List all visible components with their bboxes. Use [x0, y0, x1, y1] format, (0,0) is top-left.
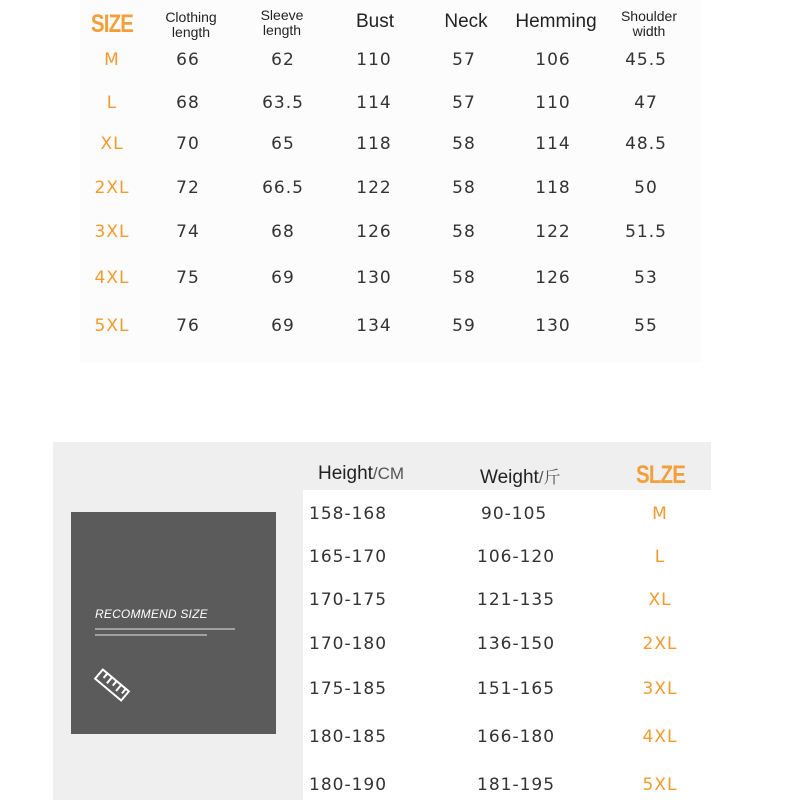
cell-recommended-size: M [652, 504, 668, 524]
height-unit: /CM [372, 464, 405, 483]
cell-sleeve-length: 62 [271, 50, 295, 70]
cell-weight-range: 106-120 [477, 547, 556, 567]
cell-hemming: 110 [535, 93, 571, 113]
cell-neck: 59 [452, 316, 476, 336]
decorative-text-line [95, 634, 207, 636]
header-line: Shoulder [620, 8, 678, 24]
cell-neck: 58 [452, 178, 476, 198]
header-hemming: Hemming [515, 11, 597, 32]
cell-sleeve-length: 66.5 [262, 178, 304, 198]
cell-recommended-size: XL [648, 590, 672, 610]
cell-recommended-size: 3XL [642, 679, 678, 699]
cell-clothing-length: 74 [176, 222, 200, 242]
cell-hemming: 130 [535, 316, 571, 336]
cell-size: 4XL [94, 268, 130, 288]
cell-shoulder-width: 48.5 [625, 134, 667, 154]
cell-recommended-size: 5XL [642, 775, 678, 795]
cell-height-range: 165-170 [309, 547, 388, 567]
cell-height-range: 175-185 [309, 679, 388, 699]
header-shoulder-width [594, 9, 704, 39]
cell-size: XL [100, 134, 124, 154]
cell-shoulder-width: 45.5 [625, 50, 667, 70]
cell-shoulder-width: 47 [634, 93, 658, 113]
cell-height-range: 170-180 [309, 634, 388, 654]
cell-shoulder-width: 50 [634, 178, 658, 198]
cell-sleeve-length: 68 [271, 222, 295, 242]
cell-shoulder-width: 55 [634, 316, 658, 336]
cell-sleeve-length: 69 [271, 316, 295, 336]
cell-neck: 57 [452, 93, 476, 113]
ruler-icon [92, 668, 132, 702]
recommend-size-title: RECOMMEND SIZE [95, 607, 208, 621]
cell-size: 5XL [94, 316, 130, 336]
header-bust: Bust [355, 11, 395, 32]
cell-neck: 58 [452, 134, 476, 154]
cell-bust: 122 [356, 178, 392, 198]
cell-sleeve-length: 63.5 [262, 93, 304, 113]
cell-hemming: 122 [535, 222, 571, 242]
cell-bust: 126 [356, 222, 392, 242]
cell-size: M [104, 50, 120, 70]
cell-hemming: 114 [535, 134, 571, 154]
cell-clothing-length: 68 [176, 93, 200, 113]
cell-height-range: 170-175 [309, 590, 388, 610]
cell-neck: 58 [452, 268, 476, 288]
cell-hemming: 126 [535, 268, 571, 288]
cell-bust: 134 [356, 316, 392, 336]
header-height [318, 463, 404, 485]
cell-weight-range: 136-150 [477, 634, 556, 654]
cell-bust: 114 [356, 93, 392, 113]
header-line: Sleeve [260, 7, 304, 23]
cell-bust: 118 [356, 134, 392, 154]
cell-recommended-size: 2XL [642, 634, 678, 654]
weight-unit: /斤 [538, 468, 561, 487]
cell-size: 2XL [94, 178, 130, 198]
cell-bust: 110 [356, 50, 392, 70]
cell-weight-range: 90-105 [481, 504, 548, 524]
cell-sleeve-length: 65 [271, 134, 295, 154]
header-weight [480, 463, 561, 489]
cell-shoulder-width: 53 [634, 268, 658, 288]
cell-clothing-length: 75 [176, 268, 200, 288]
cell-neck: 57 [452, 50, 476, 70]
cell-weight-range: 121-135 [477, 590, 556, 610]
cell-hemming: 118 [535, 178, 571, 198]
cell-neck: 58 [452, 222, 476, 242]
header-line: Clothing [165, 9, 217, 25]
decorative-text-line [95, 628, 235, 630]
header-neck: Neck [444, 11, 488, 32]
cell-size: L [106, 93, 118, 113]
cell-clothing-length: 70 [176, 134, 200, 154]
cell-clothing-length: 66 [176, 50, 200, 70]
header-line: width [632, 23, 666, 39]
cell-height-range: 180-185 [309, 727, 388, 747]
cell-shoulder-width: 51.5 [625, 222, 667, 242]
cell-weight-range: 181-195 [477, 775, 556, 795]
cell-height-range: 158-168 [309, 504, 388, 524]
cell-height-range: 180-190 [309, 775, 388, 795]
cell-recommended-size: L [654, 547, 666, 567]
cell-size: 3XL [94, 222, 130, 242]
cell-clothing-length: 76 [176, 316, 200, 336]
header-line: length [262, 22, 302, 38]
header-line: length [171, 24, 211, 40]
header-size: SLZE [636, 461, 686, 489]
size-chart-title: SIZE [90, 10, 134, 38]
cell-hemming: 106 [535, 50, 571, 70]
cell-clothing-length: 72 [176, 178, 200, 198]
cell-weight-range: 166-180 [477, 727, 556, 747]
weight-label: Weight [480, 467, 539, 488]
cell-bust: 130 [356, 268, 392, 288]
cell-sleeve-length: 69 [271, 268, 295, 288]
height-label: Height [318, 463, 373, 484]
cell-recommended-size: 4XL [642, 727, 678, 747]
cell-weight-range: 151-165 [477, 679, 556, 699]
